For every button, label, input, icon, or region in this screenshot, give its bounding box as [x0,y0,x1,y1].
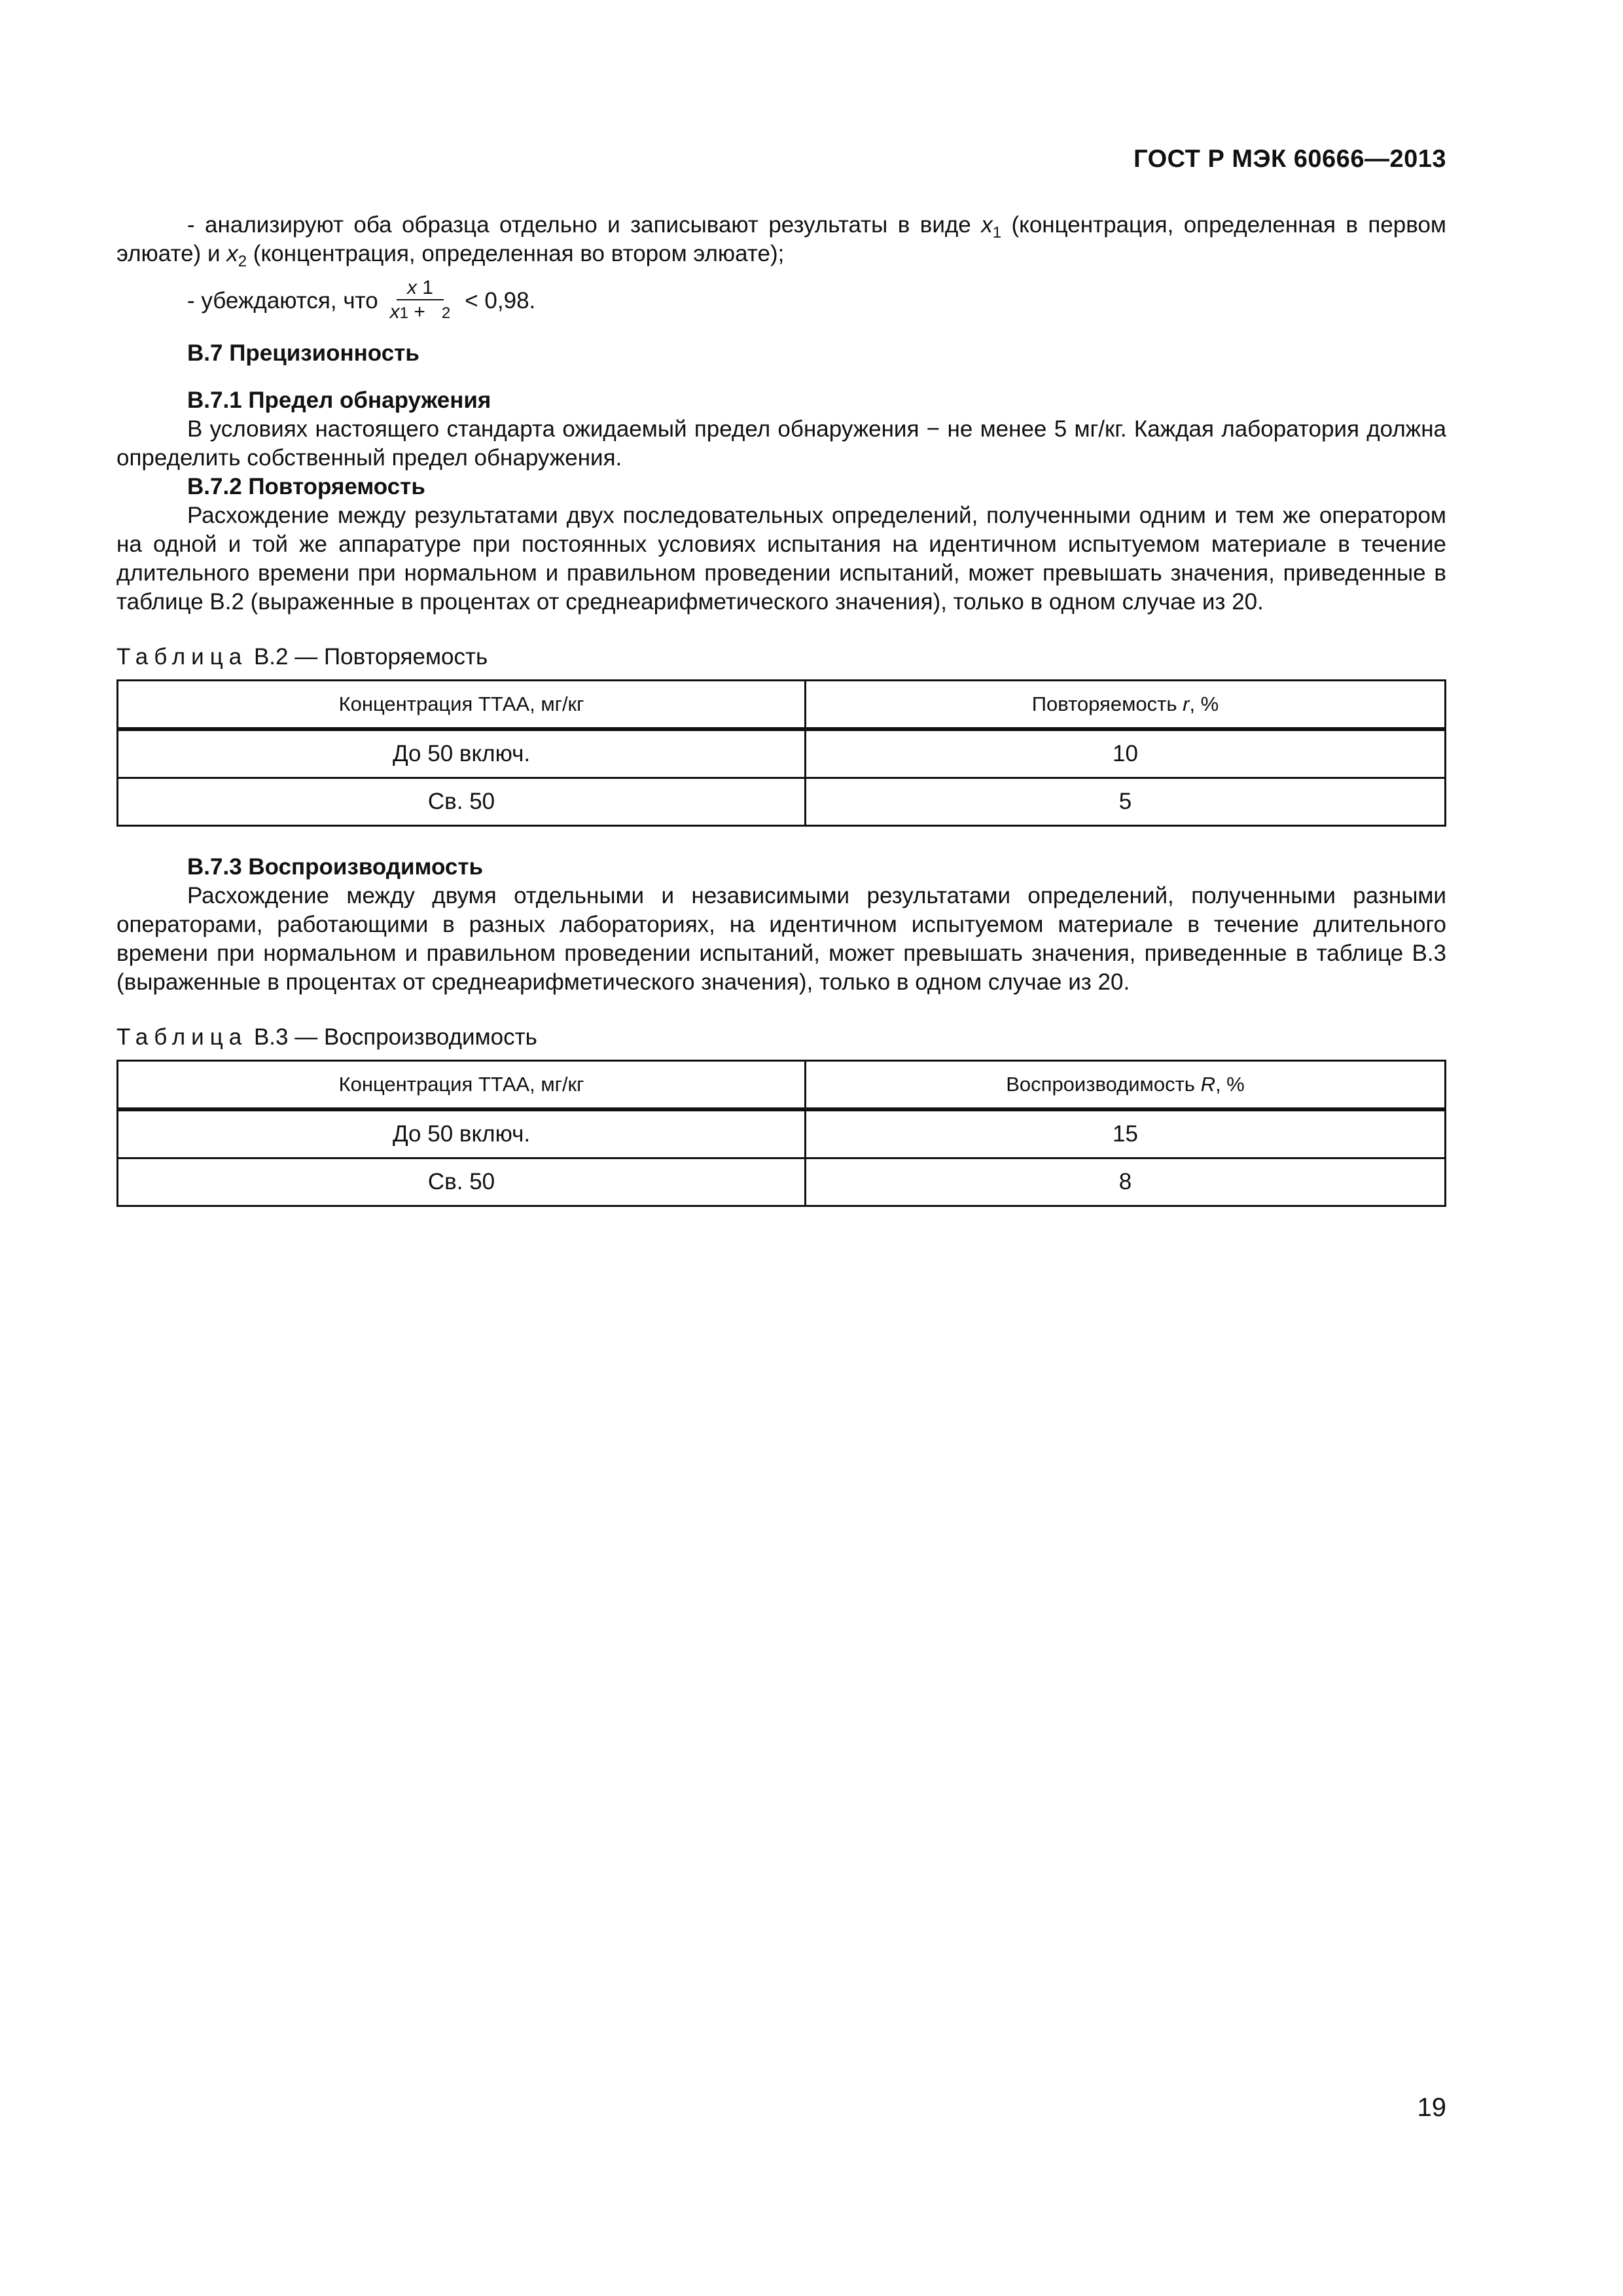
table-row [118,729,1446,778]
table-cell-value: 15 [806,1109,1446,1158]
fraction-denominator [383,300,457,325]
intro-text-c: (концентрация, определенная во втором элюате); [247,241,785,266]
denominator-plus: + [414,301,425,323]
intro-paragraph [116,211,1446,268]
table-b3-caption [116,1023,1446,1052]
page-number: 19 [1417,2093,1446,2122]
numerator-var: x [406,277,417,298]
numerator-sub: 1 [422,277,433,298]
col2-unit: , % [1215,1073,1245,1096]
col2-label: Повторяемость [1031,692,1183,715]
denominator-var: x [389,301,400,323]
var-x2: x [226,241,238,266]
intro-text-a: - анализируют оба образца отдельно и записывают результаты в виде [187,212,982,238]
col2-var: R [1200,1073,1215,1096]
table-b3-col1-header: Концентрация ТТАА, мг/кг [118,1061,806,1110]
table-cell-conc: Св. 50 [118,778,806,826]
table-b3-caption-rest: B.3 — Воспроизводимость [247,1024,537,1050]
section-b73-title: B.7.3 Воспроизводимость [187,854,484,880]
section-b71-title: B.7.1 Предел обнаружения [187,387,491,413]
table-cell-conc: До 50 включ. [118,729,806,778]
table-cell-value: 8 [806,1158,1446,1206]
section-b73-text: Расхождение между двумя отдельными и независимыми результатами определений, полученными разными операторами, работающими в разных лабораториях, на идентичном испытуемом материале в течение длительного времени при нормальном и правильном проведении испытаний, может превышать значения, приведенные в таблице B.3 (выраженные в процентах от среднеарифметического значения), только в одном случае из 20. [116,883,1446,995]
table-b2-caption-word: Таблица [116,644,248,670]
fraction-numerator [397,277,444,300]
table-cell-conc: Св. 50 [118,1158,806,1206]
section-b72-text: Расхождение между результатами двух последовательных определений, полученными одним и тем же оператором на одной и той же аппаратуре при постоянных условиях испытания на идентичном испытуемом материале в течение длительного времени при нормальном и правильном проведении испытаний, может превышать значения, приведенные в таблице B.2 (выраженные в процентах от среднеарифметического значения), только в одном случае из 20. [116,503,1446,615]
table-b2-col1-header: Концентрация ТТАА, мг/кг [118,681,806,730]
document-header: ГОСТ Р МЭК 60666—2013 [1133,145,1446,173]
col2-label: Воспроизводимость [1006,1073,1201,1096]
table-b3-caption-word: Таблица [116,1024,248,1050]
table-row [118,778,1446,826]
table-row [118,1109,1446,1158]
table-b3-col2-header [806,1061,1446,1110]
table-cell-value: 10 [806,729,1446,778]
intro-text-b: (концентрация, определенная в первом элюате) и [116,212,1446,266]
formula-line [116,271,1446,331]
formula-prefix: - убеждаются, что [187,288,378,314]
formula-fraction [383,277,457,325]
var-x-subscript: 1 [992,224,1002,242]
table-b2-col2-header [806,681,1446,730]
table-cell-value: 5 [806,778,1446,826]
table-header-row [118,681,1446,730]
table-cell-conc: До 50 включ. [118,1109,806,1158]
col2-var: r [1183,692,1190,715]
table-row [118,1158,1446,1206]
formula-suffix: < 0,98. [465,288,536,314]
section-b72-title: B.7.2 Повторяемость [187,474,425,499]
denominator-tail: 2 [441,304,451,322]
table-b2 [116,679,1446,827]
section-b7-title: B.7 Прецизионность [187,340,419,366]
document-page [116,0,1446,2296]
document-body [116,211,1446,1207]
denominator-sub: 1 [399,304,409,322]
section-b71-text: В условиях настоящего стандарта ожидаемый предел обнаружения − не менее 5 мг/кг. Каждая лаборатория должна определить собственный предел обнаружения. [116,416,1446,471]
table-header-row [118,1061,1446,1110]
var-x: x [981,212,993,238]
table-b2-caption-rest: B.2 — Повторяемость [247,644,488,670]
var-x2-subscript: 2 [238,253,247,270]
col2-unit: , % [1189,692,1219,715]
table-b3 [116,1060,1446,1207]
table-b2-caption [116,643,1446,672]
